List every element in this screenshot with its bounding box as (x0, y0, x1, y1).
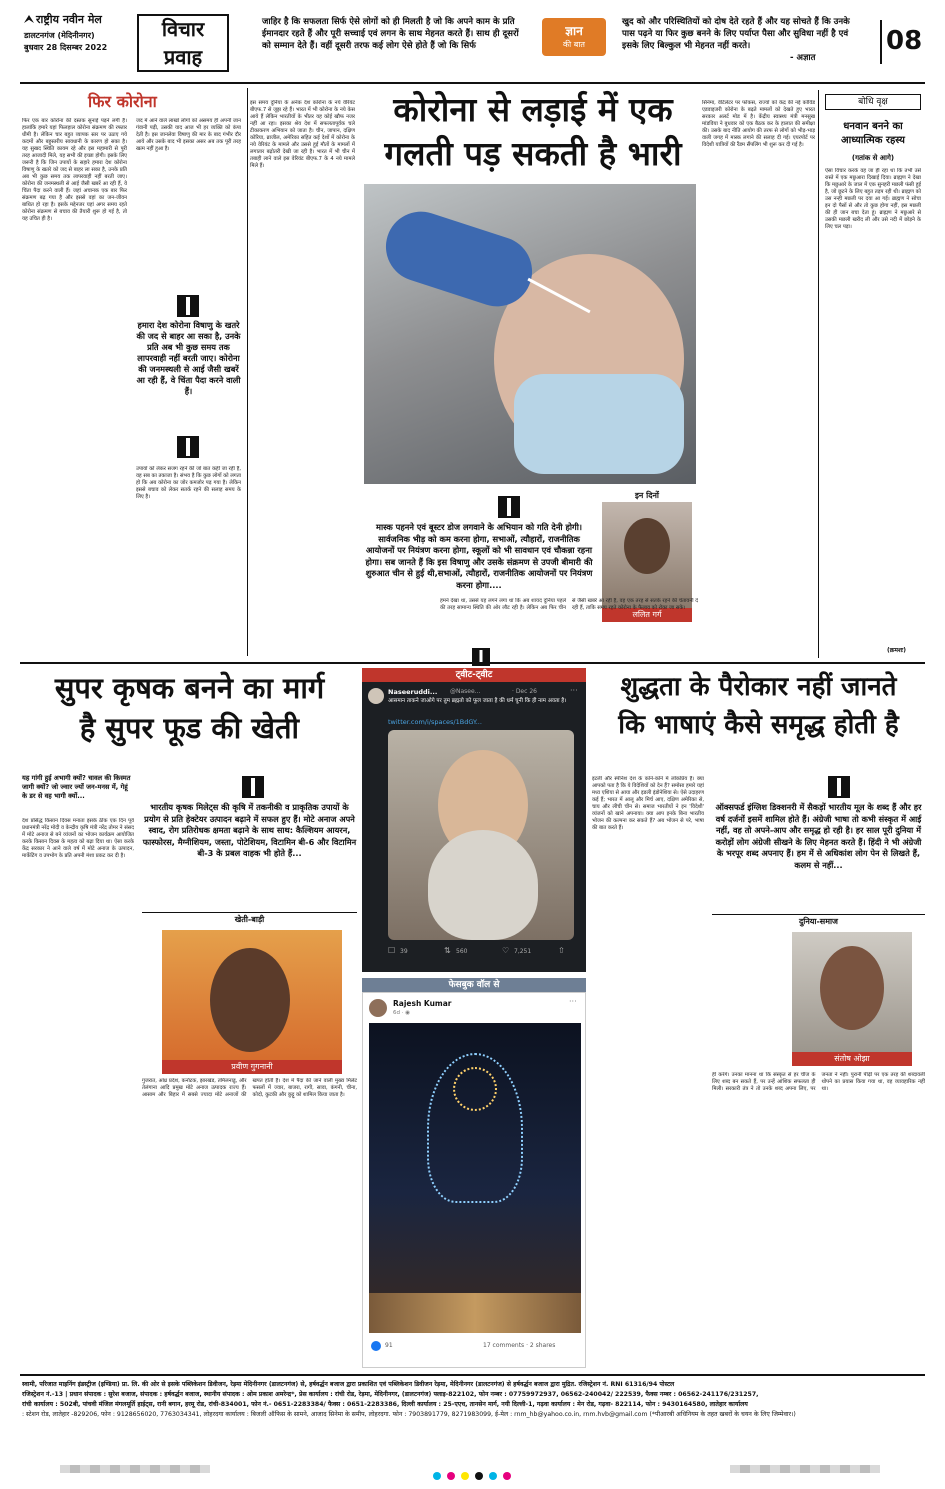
editorial-title: फिर कोरोना (88, 92, 157, 111)
tweet-handle[interactable]: @Nasee... (450, 688, 481, 695)
tweet-label: ट्वीट-ट्वीट (362, 668, 586, 682)
editorial-body-3: उपायों को लेकर सजग रहने की जो बात कही जा रही है, वह सब का तकाजा है। संभव है कि कुछ लोगों को लगता हो कि अब कोरोना का जोर कमजोर पड़ गया है। लेकिन इससे बचाव को लेकर सतर्क रहने की सलाह समय के लिए है। (136, 466, 241, 500)
language-author-name-bar (792, 1052, 912, 1066)
drone-figure-head (453, 1067, 497, 1111)
crowd-band (369, 1293, 581, 1333)
fb-time: 6d · ◉ (393, 1010, 411, 1016)
language-body-1: इटली और स्पेनिश देश के कोने-कोने में लोकप्रिय हैं। क्या आपको पता है कि ये विदेशियों को देन हैं? समोसा हमारे यहां मध्य एशिया से आया और इडली इंडोनेशिया से। ऐसे उदाहरण कई हैं; भारत में आलू और मिर्च आए, दक्षिण अमेरिका से, चाय और लीची चीन से। समाज भारतीयों ने इन 'विदेशी' व्यंजनों को खाने अपनाया। क्या आप इनके बिना भारतीय भोजन की कल्पना कर सकते हैं? अब भोजन से परे, भाषा की बात करते हैं। (592, 776, 704, 831)
qr-code-icon (242, 776, 264, 798)
right-column (818, 90, 926, 658)
tweet-link[interactable]: twitter.com/i/spaces/1BdGY... (388, 718, 482, 726)
fb-drone-photo (369, 1023, 581, 1333)
language-label: दुनिया-समाज (799, 917, 838, 926)
footer-line-4: : स्टेशन रोड, लातेहार -829206, फोन : 9128656020, 7763034341, लोहरदगा कार्यालय : बिजली ऑफिस के सामने, आजाद सिनेमा के समीप, लोहरदगा. फोन : 7903891779, 8271983099, ई-मेल : rnm_hb@yahoo.co.in, rnm.hvb@gmail.com (*पीआरबी अधिनियम के तहत खबरों के चयन के लिए जिम्मेवार।) (22, 1411, 796, 1418)
language-headline-1: शुद्धता के पैरोकार नहीं जानते (620, 672, 897, 702)
qr-code-icon (177, 436, 199, 458)
language-body-2: ही करेंगे। उनका मानना था कि संस्कृत से हर चीज के लिए शब्द बन सकते हैं, पर उन्हें आंशिक सफलता ही मिली। सरकारी तंत्र ने तो उनके शब्द अपना लिए, पर जनता ने नहीं। पुरानी पीढ़ी पर एक तरह की शब्दावली थोपने का प्रयास किया गया था, वह व्यावहारिक नहीं था। (712, 1072, 925, 1092)
section-box (137, 14, 229, 72)
glove-shape (377, 203, 541, 316)
gyan-badge (542, 18, 606, 56)
farmer-label: खेती-बाड़ी (234, 915, 265, 924)
lead-body-right: सिनेमा, वेंटिलेटर पर फोकस, राज्यों को केंद्र की नई कोविड एडवाइजरी कोरोना के बढ़ते मामलों को देखते हुए भारत सरकार अलर्ट मोड में है। केंद्रीय स्वास्थ्य मंत्री मनसुख मांडविया ने बुधवार को एक बैठक कर के हालात की समीक्षा की। उसके बाद नीति आयोग की तरफ से लोगों को भीड़-भाड़ वाली जगह में मास्क लगाने की सलाह दी गई। एयरपोर्ट पर विदेशी यात्रियों की रैंडम सैंपलिंग भी शुरू कर दी गई है। (702, 100, 815, 148)
right-subtitle: (गतांक से आगे) (851, 154, 895, 162)
language-author-name: संतोष ओझा (834, 1054, 870, 1063)
tweet-text: आसमान ताकने जाओगे पर तुम ब्रह्मतो को फूल जाता है की धर्म चुनी कि ही नाम अवता है। (388, 698, 567, 704)
editorial-body-1: फिर एक बार कोरोना की दस्तक सुनाई पड़ने लगी है। हालांकि हमारे यहां फिलहाल कोरोना संक्रमण की रफ्तार धीमी है। लेकिन चार बहुत व्यापक स्तर पर उठाए गये कदमों और बहुस्तरीय सावधानी के कारण हो सका है। यह सुखद स्थिति कायम रहे और इस महामारी से पूरी तरह आजादी मिले, यह सभी की इच्छा होगी। इसके लिए जरूरी है कि जिन उपायों के सहारे हमारा देश कोरोना विषाणु के खतरे को जद से बाहर ला सका है, उनके प्रति अब भी कुछ समय तक लापरवाही नहीं बरती जाए। कोरोना की जनमस्थली से आई जैसी खबरें आ रही हैं, वे चिंता पैदा करने वाली हैं। जहां अचानक एक बार फिर संक्रमण बढ़ गया है और इससे वहां का जन-जीवन बाधित हो रहा है। इसके मद्देनजर यहां अगर समय रहते कोरोना संक्रमण से बचाव की तैयारी शुरू हो गई है, तो यह उचित ही है। (22, 118, 127, 222)
like-icon[interactable]: ♡ (502, 946, 510, 955)
gradient-strip-right (730, 1465, 880, 1473)
quote-right: खुद को और परिस्थितियों को दोष देते रहते हैं और यह सोचते हैं कि उनके पास पढ़ने या फिर कुछ बनने के लिए पर्याप्त पैसा और सुविधा नहीं है एवं इसके लिए बिल्कुल भी मेहनत नहीं करते। (622, 17, 850, 51)
section-title-2: प्रवाह (163, 45, 203, 69)
language-pull-quote: ऑक्सफर्ड इंग्लिश डिक्शनरी में सैकड़ों भारतीय मूल के शब्द हैं और हर वर्ष दर्जनों इसमें शामिल होते हैं। अंग्रेजी भाषा तो कभी संस्कृत में आई नहीं, वह तो अपने-आप और समृद्ध हो रही है। हर साल पूरी दुनिया में करोड़ों लोग अंग्रेजी सीखने के लिए मेहनत करते हैं। हिंदी ने भी अंग्रेजी के भरपूर शब्द अपनाए हैं। हम में से अधिकांश लोग पेन से लिखते हैं, कलम से नहीं... (715, 802, 922, 870)
quote-left: जाहिर है कि सफलता सिर्फ ऐसे लोगों को ही मिलती है जो कि अपने काम के प्रति ईमानदार रहते हैं और पूरी सच्चाई एवं लगन के साथ मेहनत करते हैं। साथ ही दूसरों को सम्मान देते हैं। वहीं दूसरी तरफ कई लोग ऐसे होते हैं जो कि सिर्फ (262, 17, 519, 51)
social-column (362, 668, 586, 1368)
masthead-rule (20, 82, 925, 84)
gyan-label-1: ज्ञान (565, 24, 583, 38)
author-photo (602, 502, 692, 608)
lead-headline-1: कोरोना से लड़ाई में एक (393, 90, 673, 129)
tweet-likes: 7,251 (514, 948, 532, 955)
fb-user[interactable]: Rajesh Kumar (393, 999, 452, 1008)
qr-code-icon (177, 295, 199, 317)
lead-caption-box: मास्क पहनने एवं बूस्टर डोज लगवाने के अभियान को गति देनी होगी। सार्वजनिक भीड़ को कम करना होगा, सभाओं, त्यौहारों, राजनीतिक आयोजनों पर नियंत्रण करना होगा, स्कूलों को भी सावधान एवं चौकन्ना रहना होगा। सब जानते हैं कि इस विषाणु और उसके संक्रमण से उपजी बीमारी की शुरुआत चीन से हुई थी,सभाओं, त्यौहारों, राजनीतिक आयोजनों पर नियंत्रण करना होगा.... (365, 522, 593, 590)
tweet-retweets: 560 (456, 948, 468, 955)
gyan-label-2: की बात (563, 40, 585, 49)
footer-line-3: रांची कार्यालय : 502बी, पांचवी मंजिल मंगलमूर्ति हाईट्स, रानी बगान, हरमू रोड, रांची-834001, फोन नं.- 0651-2283384/ फैक्स : 0651-2283386, दिल्ली कार्यालय : 25-एएच, तानसेन मार्ग, नयी दिल्ली-1, गढ़वा कार्यालय : मेन रोड, गढ़वा- 822114, फोन : 9430164580, लातेहार कार्यालय (22, 1401, 748, 1408)
edition: डालटनगंज (मेदिनीनगर) (24, 31, 95, 40)
language-label-bar (712, 914, 925, 928)
right-continued: (क्रमशः) (887, 647, 906, 654)
farmer-label-bar (142, 912, 357, 926)
color-dots (430, 1465, 514, 1484)
quote-author: - अज्ञात (790, 53, 816, 63)
share-icon[interactable]: ⇧ (558, 946, 565, 955)
right-title-1: धनवान बनने का (843, 121, 903, 132)
fb-like-icon[interactable] (371, 1341, 381, 1351)
author-face (624, 518, 670, 574)
language-story (592, 668, 925, 1368)
language-headline-2: कि भाषाएं कैसे समृद्ध होती है (618, 710, 899, 740)
section-title-1: विचार (161, 17, 205, 41)
page-number: 08 (886, 26, 923, 56)
farmer-author-name-bar (162, 1060, 342, 1074)
farmer-pull-quote: भारतीय कृषक मिलेट्स की कृषि में तकनीकी व प्राकृतिक उपायों के प्रयोग से प्रति हेक्टेयर उत्पादन बढ़ाने में सफल हुए हैं। मोटे अनाज अपने स्वाद, रोग प्रतिरोधक क्षमता बढ़ाने के साथ साथ: कैल्शियम आयरन, फास्फोरस, मैग्नीशियम, जस्ता, पोटेशियम, विटामिन बी-6 और विटामिन बी-3 के प्रबल वाहक भी होते हैं... (142, 802, 357, 858)
fb-reactions: 91 (385, 1342, 393, 1349)
tweet-date: · Dec 26 (512, 688, 537, 695)
paper-name: राष्ट्रीय नवीन मेल (36, 13, 102, 26)
farmer-author-name: प्रवीण गुगनानी (231, 1062, 273, 1071)
mask-shape (514, 374, 684, 474)
lead-body-bottom: हमने देखा था, उससे यह लगने लगा था कि अब शायद दुनिया पहले की तरह सामान्य स्थिति की ओर लौट रही है। लेकिन अब फिर चीन से जैसी खबरें आ रही हैं, वह एक तरह से सतर्क रहने की चेतावनी दे रही हैं, ताकि समय रहते कोरोना के फैलाव को रोका जा सके। (440, 598, 698, 611)
farmer-body-2: गुजरात, आंध्र प्रदेश, कर्नाटक, झारखंड, तमिलनाडु, और तेलंगाना आदि प्रमुख मोटे अनाज उत्पादक राज्य हैं। आसाम और बिहार में सबसे ज्यादा मोटे अनाजों की खपत होती है। देश में पैदा की जाने वाली मुख्य मिलेट फसलों में ज्वार, बाजरा, रागी, सावा, कंगनी, चीना, कोदो, कुटकी और कुट्टू को शामिल किया जाता है। (142, 1078, 357, 1098)
farmer-body-1: देश प्रसिद्ध किसान दिवस मनाता इसके ठीक एक दिन पूर्व प्रधानमंत्री नरेंद्र मोदी व केन्द्रीय कृषि मंत्री नरेंद्र तोमर ने संसद में मोटे अनाज से बने व्यंजनों का भोजन कार्यक्रम आयोजित करके किसान दिवस के महत्व को बढ़ा दिया था। ऐसा करके केंद्र सरकार ने आने वाले वर्ष में मोटे अनाज के उत्पादन, मार्केटिंग व उपभोग के प्रति अपनी मंशा प्रकट कर दी है। (22, 818, 134, 859)
author-name: ललित गर्ग (632, 610, 662, 619)
footer (22, 1380, 922, 1440)
farmer-author-face (210, 948, 290, 1052)
farmer-kicker: यह गांगी हुई अभागी क्यों? चावल की किस्मत जागी क्यों? जो ज्वार ज्यों जन-मनस में, गेहूं के डर से वह भागी क्यों... (22, 774, 131, 800)
nasal-swab-photo (364, 184, 696, 484)
language-author-photo (792, 932, 912, 1052)
farmer-story (22, 668, 357, 1368)
fb-label: फेसबुक वॉल से (362, 978, 586, 992)
qr-code-icon (828, 776, 850, 798)
date: बुधवार 28 दिसम्बर 2022 (24, 43, 108, 52)
registration-marks (0, 1462, 945, 1476)
inset-label: इन दिनों (635, 491, 659, 500)
right-title-2: आध्यात्मिक रहस्य (840, 135, 905, 146)
fb-comments[interactable]: 17 comments · 2 shares (483, 1342, 556, 1349)
editorial-left (22, 88, 244, 656)
fb-card (362, 992, 586, 1368)
farmer-headline-2: है सुपर फूड की खेती (79, 711, 300, 745)
right-body: ऐसा विचार करके वह जा ही रहा था कि तभी उसे रास्ते में एक मछुआरा दिखाई दिया। ब्राह्मण ने देखा कि मछुआरे के जाल में एक सुनहरी मछली फंसी हुई है, जो छूटने के लिए बहुत तड़प रही थी। ब्राह्मण को उस नन्ही मछली पर दया आ गई। ब्राह्मण ने सोचा इन दो पैसों से और तो कुछ होगा नहीं, इस मछली की ही जान बचा देता हूं। ब्राह्मण ने मछुआरे से उसकी मछली खरीद ली और उसे नदी में छोड़ने के लिए चल पड़ा। (825, 168, 921, 230)
farmer-author-photo (162, 930, 342, 1060)
editorial-pull-quote: हमारा देश कोरोना विषाणु के खतरे की जद से बाहर आ सका है, उनके प्रति अब भी कुछ समय तक लापरवाही नहीं बरती जाए। कोरोना की जनमस्थली से आई जैसी खबरें आ रही हैं, वे चिंता पैदा करने वाली हैं। (136, 320, 241, 396)
lead-body-left: इस समय दुनिया के अनेक देश कोरोना के नये वेरियंट बीएफ.7 से जूझ रहे हैं। भारत में भी कोरोना के नये केस आये हैं लेकिन भारतीयों के भीतर यह कोई खौफ नजर नहीं आ रहा। इसका श्रेय देश में सफलतापूर्वक चले टीकाकरण अभियान को जाता है। चीन, जापान, दक्षिण कोरिया, ब्राजील, अमेरिका सहित कई देशों में कोरोना के नये वेरियंट के मामले और उससे हुई मौतों के मामलों में लगातार बढ़ोतरी देखी जा रही है। भारत में भी चीन में तबाही लाने वाले इस वेरियंट बीएफ.7 के 4 नये मामले मिले हैं। (250, 100, 355, 169)
fb-more-icon[interactable]: ··· (569, 997, 577, 1006)
lead-story (250, 88, 815, 656)
right-section-label (825, 94, 921, 110)
qr-code-icon (498, 496, 520, 518)
paper-logo-icon (24, 15, 34, 23)
column-divider (247, 88, 248, 656)
language-author-face (820, 946, 884, 1030)
lead-headline-2: गलती पड़ सकती है भारी (384, 134, 682, 173)
farmer-headline-1: सुपर कृषक बनने का मार्ग (54, 671, 325, 705)
tweet-photo (388, 730, 574, 940)
tweet-photo-beard (428, 830, 538, 940)
footer-line-2: रजिस्ट्रेशन नं.-13 | प्रधान संपादक : सुरेश बजाज, संपादक : हर्षवर्द्धन बजाज, स्थानीय संपादक : ओम प्रकाश अमरेन्द्र*, प्रेस कार्यालय : रांची रोड, रेड़मा, मेदिनीनगर, (डालटनगंज) फ्लाइ-822102, फोन नम्बर : 07759972937, 06562-240042/ 222539, फैक्स नम्बर : 06562-241176/231257, (22, 1391, 759, 1398)
masthead (0, 0, 945, 78)
tweet-avatar (368, 688, 384, 704)
editorial-body-2: जद में आने वाले लाखों लोगों को असमय ही अपनी जान गंवानी पड़ी, उसकी याद आज भी हर व्यक्ति को कंपा देती है। इस जानलेवा विषाणु की मार के बाद गंभीर दौर आये और उसके बाद भी इसका असर अब तक पूरी तरह खत्म नहीं हुआ है। (136, 118, 241, 152)
tweet-user[interactable]: Naseeruddi... (388, 688, 438, 696)
tweet-replies: 39 (400, 948, 408, 955)
tweet-card (362, 682, 586, 972)
reply-icon[interactable]: ☐ (388, 946, 396, 955)
gradient-strip-left (60, 1465, 210, 1473)
right-section-text: बोधि वृक्ष (858, 97, 888, 107)
tweet-more-icon[interactable]: ··· (570, 686, 578, 695)
footer-line-1: स्वामी, परिजात माइनिंग इंडस्ट्रीज (इण्डिया) प्रा. लि. की ओर से इसके पब्लिकेशन डिवीजन, रेड़मा मेदिनीनगर (डालटनगंज) से, हर्षवर्द्धन बजाज द्वारा प्रकाशित एवं पब्लिकेशन डिवीजन रेड़मा, मेदिनीनगर (डालटनगंज) से हर्षवर्द्धन बजाज द्वारा मुद्रित. रजिस्ट्रेशन नं. RNI 61316/94 पोस्टल (22, 1381, 675, 1388)
page-number-divider (880, 20, 882, 64)
footer-rule (20, 1374, 925, 1376)
retweet-icon[interactable]: ⇅ (444, 946, 451, 955)
fb-avatar (369, 999, 387, 1017)
section-rule (20, 662, 925, 664)
